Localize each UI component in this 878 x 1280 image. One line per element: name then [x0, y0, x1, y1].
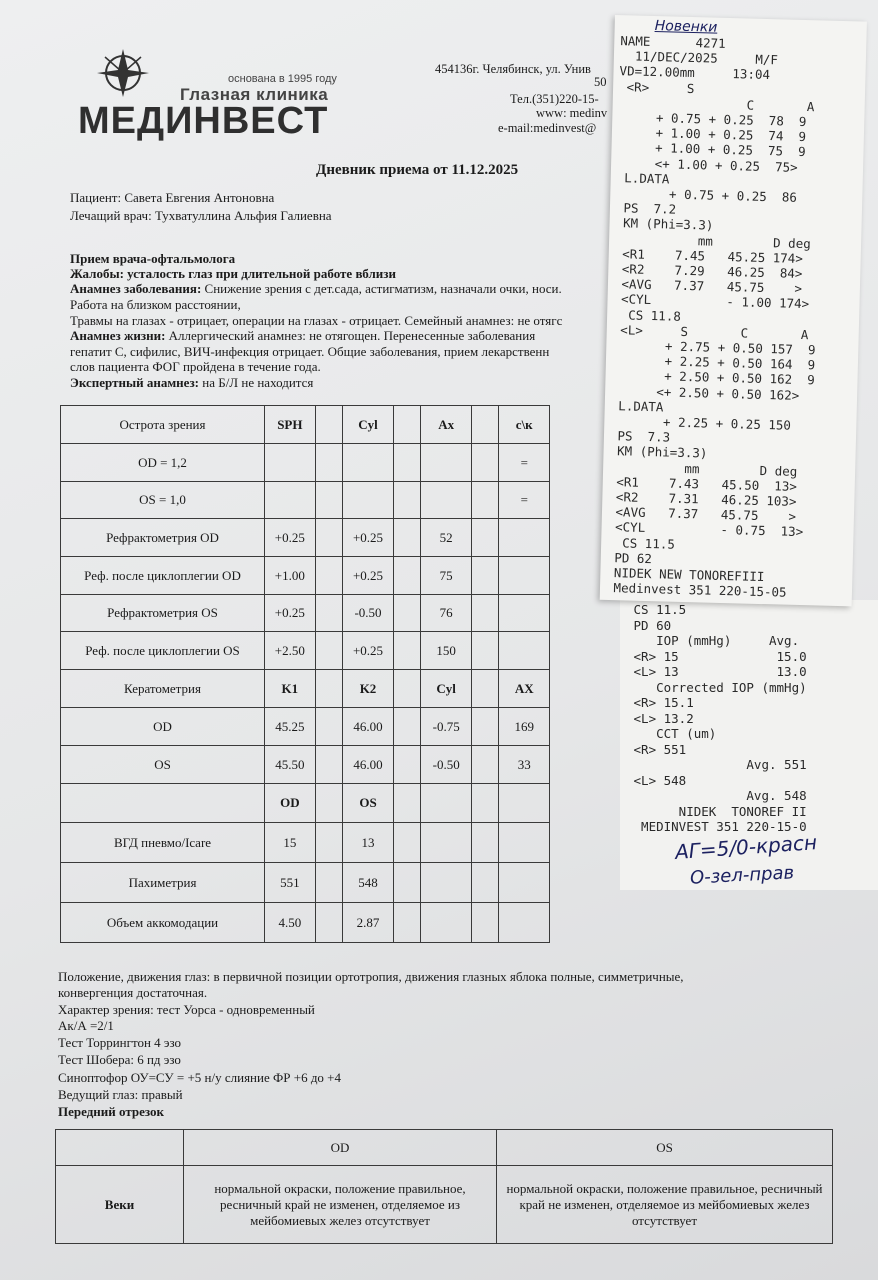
table-row — [61, 519, 550, 557]
torrington-test: Тест Торрингтон 4 эзо — [58, 1035, 182, 1050]
table-cell: 15 — [265, 823, 316, 863]
receipt-line: <R> 551 — [626, 741, 687, 757]
row-label — [61, 784, 265, 823]
table-cell — [265, 482, 316, 519]
table-row — [61, 903, 550, 943]
expert-history: Экспертный анамнез: на Б/Л не находится — [70, 375, 314, 390]
handwritten-note-2: О-зел-прав — [689, 862, 795, 889]
receipt-line: <L> 548 — [626, 772, 687, 788]
table-cell — [315, 444, 343, 482]
table-cell — [393, 632, 421, 670]
receipt-line: CCT (um) — [626, 726, 717, 741]
receipt-line: <L> 13.2 — [626, 710, 694, 726]
receipt-line: CS 11.8 — [612, 306, 682, 324]
table-cell — [315, 784, 343, 823]
receipt-line: L.DATA — [610, 397, 664, 415]
table-cell: 46.00 — [343, 708, 394, 746]
table-cell — [315, 406, 343, 444]
receipt-line: MEDINVEST 351 220-15-0 — [626, 819, 807, 834]
table-cell — [421, 863, 472, 903]
table-cell: 46.00 — [343, 746, 394, 784]
table-cell — [421, 482, 472, 519]
table-cell — [471, 823, 499, 863]
row-label: OD — [61, 708, 265, 746]
lower-od-text: нормальной окраски, положение правильное, ресничный край не изменен, отделяемое из мейбомиевых желез отсутствует — [184, 1166, 497, 1244]
table-cell: AX — [499, 670, 550, 708]
clinic-subtitle: Глазная клиника — [180, 85, 329, 104]
receipt-line: <CYL - 0.75 13> — [607, 519, 804, 540]
page-title: Дневник приема от 11.12.2025 — [316, 162, 519, 178]
handwritten-note-1: АГ=5/0-красн — [674, 830, 818, 864]
table-cell — [315, 557, 343, 595]
table-cell — [499, 903, 550, 943]
table-cell — [315, 708, 343, 746]
table-cell: +0.25 — [343, 519, 394, 557]
refractometer-receipt — [600, 15, 867, 606]
table-row — [61, 482, 550, 519]
table-cell — [471, 595, 499, 632]
life-history-cont: гепатит С, сифилис, ВИЧ-инфекция отрицает. Общие заболевания, прием лекарственн — [70, 344, 550, 359]
row-label: OS = 1,0 — [61, 482, 265, 519]
table-row — [61, 557, 550, 595]
table-cell: -0.75 — [421, 708, 472, 746]
receipt-line: KM (Phi=3.3) — [615, 215, 714, 234]
receipt-line: <R> 15 15.0 — [626, 648, 807, 664]
table-cell — [265, 444, 316, 482]
receipt-line: + 2.50 + 0.50 162 9 — [611, 367, 815, 388]
table-cell: K1 — [265, 670, 316, 708]
receipt-line: <R2 7.31 46.25 103> — [608, 488, 797, 509]
receipt-line: NAME 4271 — [620, 33, 726, 51]
table-cell: с\к — [499, 406, 550, 444]
table-cell — [471, 903, 499, 943]
receipt-line: + 2.75 + 0.50 157 9 — [612, 337, 816, 358]
table-cell — [393, 406, 421, 444]
row-label: Реф. после циклоплегии OD — [61, 557, 265, 595]
tonometer-receipt — [620, 600, 878, 890]
table-cell — [471, 406, 499, 444]
table-row — [61, 746, 550, 784]
table-cell — [421, 444, 472, 482]
table-cell — [343, 444, 394, 482]
table-cell: = — [499, 482, 550, 519]
receipt-line: + 0.75 + 0.25 86 — [616, 185, 798, 205]
clinic-phone: Тел.(351)220-15- — [510, 92, 599, 106]
table-cell: 52 — [421, 519, 472, 557]
table-cell: Cyl — [343, 406, 394, 444]
row-label: Пахиметрия — [61, 863, 265, 903]
table-cell — [315, 863, 343, 903]
table-cell — [421, 903, 472, 943]
lower-header-os: OS — [497, 1130, 833, 1166]
receipt-line: CS 11.5 — [626, 602, 687, 617]
table-row — [61, 670, 550, 708]
receipt-line: Avg. 548 — [626, 788, 807, 803]
table-cell: +0.25 — [265, 519, 316, 557]
table-cell — [393, 784, 421, 823]
table-cell — [471, 519, 499, 557]
table-cell — [471, 482, 499, 519]
table-cell — [471, 557, 499, 595]
receipt-line: + 2.25 + 0.25 150 — [610, 413, 792, 433]
table-cell — [393, 519, 421, 557]
table-cell — [315, 595, 343, 632]
table-cell — [471, 863, 499, 903]
row-label: Рефрактометрия OD — [61, 519, 265, 557]
life-history: Анамнез жизни: Аллергический анамнез: не отягощен. Перенесенные заболевания — [70, 328, 536, 343]
table-cell — [393, 708, 421, 746]
receipt-line: <+ 1.00 + 0.25 75> — [616, 154, 798, 175]
table-cell: 75 — [421, 557, 472, 595]
clinic-founded: основана в 1995 году — [228, 73, 337, 85]
table-cell: -0.50 — [421, 746, 472, 784]
table-cell — [315, 632, 343, 670]
clinic-address-number: 50 — [594, 75, 607, 89]
anterior-segment-table — [55, 1129, 833, 1244]
table-cell — [393, 557, 421, 595]
table-row — [61, 784, 550, 823]
receipt-line: <AVG 7.37 45.75 > — [607, 504, 797, 525]
anterior-segment-heading: Передний отрезок — [58, 1104, 165, 1119]
table-cell: Cyl — [421, 670, 472, 708]
table-cell: 76 — [421, 595, 472, 632]
table-cell: K2 — [343, 670, 394, 708]
table-cell: -0.50 — [343, 595, 394, 632]
table-cell — [499, 595, 550, 632]
receipt-line: + 1.00 + 0.25 74 9 — [617, 124, 807, 145]
table-cell: 45.50 — [265, 746, 316, 784]
doctor-name: Лечащий врач: Тухватуллина Альфия Галиевна — [70, 208, 332, 223]
clinic-name: МЕДИНВЕСТ — [78, 100, 329, 142]
table-cell — [315, 823, 343, 863]
row-label: OS — [61, 746, 265, 784]
table-cell — [315, 482, 343, 519]
lower-row-label: Веки — [56, 1166, 184, 1244]
receipt-line: L.DATA — [616, 169, 670, 187]
trauma-history: Травмы на глазах - отрицает, операции на глазах - отрицает. Семейный анамнез: не отягс — [70, 313, 563, 328]
table-cell: SPH — [265, 406, 316, 444]
vision-character: Характер зрения: тест Уорса - одновременный — [58, 1002, 315, 1017]
table-row — [61, 595, 550, 632]
complaints: Жалобы: усталость глаз при длительной работе вблизи — [70, 266, 396, 281]
table-cell — [471, 632, 499, 670]
row-label: Рефрактометрия OS — [61, 595, 265, 632]
table-cell — [393, 903, 421, 943]
table-cell: 169 — [499, 708, 550, 746]
table-row — [61, 406, 550, 444]
receipt-line: <AVG 7.37 45.75 > — [613, 276, 803, 297]
receipt-line: PS 7.3 — [609, 428, 671, 445]
receipt-line: + 0.75 + 0.25 78 9 — [618, 109, 807, 130]
table-cell — [393, 823, 421, 863]
table-cell: +2.50 — [265, 632, 316, 670]
receipt-line: <+ 2.50 + 0.50 162> — [610, 382, 800, 403]
lower-table-corner — [56, 1130, 184, 1166]
receipt-line: 11/DEC/2025 M/F — [619, 48, 779, 68]
table-cell: = — [499, 444, 550, 482]
table-cell: +0.25 — [265, 595, 316, 632]
table-cell — [315, 746, 343, 784]
receipt-line: VD=12.00mm 13:04 — [619, 63, 771, 83]
row-label: Кератометрия — [61, 670, 265, 708]
table-cell — [393, 444, 421, 482]
receipt-line: mm D deg — [614, 230, 811, 251]
table-cell — [393, 595, 421, 632]
table-row — [61, 444, 550, 482]
handwritten-name: Новенки — [654, 18, 718, 36]
table-row — [61, 863, 550, 903]
eye-position: Положение, движения глаз: в первичной позиции ортотропия, движения глазных яблока полные, симметричные, — [58, 969, 684, 984]
table-cell — [471, 784, 499, 823]
receipt-line: Avg. 551 — [626, 757, 807, 772]
table-cell — [471, 670, 499, 708]
receipt-line: <R1 7.45 45.25 174> — [614, 245, 804, 266]
receipt-line: CS 11.5 — [607, 534, 676, 552]
receipt-line: mm D deg — [608, 458, 798, 479]
receipt-line: <L> 13 13.0 — [626, 664, 807, 679]
table-row — [61, 632, 550, 670]
clinic-web: www: medinv — [536, 106, 608, 120]
receipt-line: <L> S C A — [612, 321, 809, 342]
receipt-line: KM (Phi=3.3) — [609, 443, 708, 461]
receipt-line: Corrected IOP (mmHg) — [626, 679, 807, 695]
table-cell — [343, 482, 394, 519]
table-cell — [393, 670, 421, 708]
row-label: OD = 1,2 — [61, 444, 265, 482]
table-cell: 2.87 — [343, 903, 394, 943]
section-heading: Прием врача-офтальмолога — [70, 251, 236, 266]
life-history-cont2: слов пациента ФОГ пройдена в течение года. — [70, 359, 321, 374]
table-cell — [499, 863, 550, 903]
table-cell: 548 — [343, 863, 394, 903]
synoptophore: Синоптофор ОУ=СУ = +5 н/у слияние ФР +6 до +4 — [58, 1070, 342, 1085]
receipt-line: <R1 7.43 45.50 13> — [608, 473, 798, 494]
table-cell — [499, 784, 550, 823]
table-cell — [393, 863, 421, 903]
table-cell — [499, 823, 550, 863]
receipt-line: PS 7.2 — [615, 200, 677, 217]
table-cell: OD — [265, 784, 316, 823]
table-cell: 45.25 — [265, 708, 316, 746]
table-cell: +1.00 — [265, 557, 316, 595]
table-cell — [315, 670, 343, 708]
clinic-address: 454136г. Челябинск, ул. Унив — [435, 62, 591, 76]
table-cell — [421, 784, 472, 823]
table-cell: 13 — [343, 823, 394, 863]
table-cell: 33 — [499, 746, 550, 784]
table-cell — [471, 444, 499, 482]
table-cell: 551 — [265, 863, 316, 903]
receipt-line: <R> S — [618, 78, 695, 96]
table-cell — [315, 519, 343, 557]
table-cell: +0.25 — [343, 557, 394, 595]
receipt-line: <CYL - 1.00 174> — [613, 291, 810, 312]
table-cell: 150 — [421, 632, 472, 670]
disease-history-cont: Работа на близком расстоянии, — [70, 297, 241, 312]
row-label: Объем аккомодации — [61, 903, 265, 943]
table-cell — [421, 823, 472, 863]
exam-table — [60, 405, 550, 943]
receipt-line: NIDEK NEW TONOREFIII — [606, 564, 765, 585]
receipt-line: <R2 7.29 46.25 84> — [614, 261, 803, 281]
table-cell — [393, 746, 421, 784]
row-label: Острота зрения — [61, 406, 265, 444]
receipt-line: C A — [618, 93, 815, 115]
table-row — [61, 708, 550, 746]
table-cell — [471, 746, 499, 784]
lower-header-od: OD — [184, 1130, 497, 1166]
table-cell: +0.25 — [343, 632, 394, 670]
row-label: ВГД пневмо/Icare — [61, 823, 265, 863]
receipt-line: PD 60 — [626, 617, 672, 633]
receipt-line: + 1.00 + 0.25 75 9 — [617, 139, 806, 160]
table-row — [61, 823, 550, 863]
schober-test: Тест Шобера: 6 пд эзо — [58, 1052, 181, 1067]
aca-ratio: Ак/А =2/1 — [58, 1018, 114, 1033]
receipt-line: IOP (mmHg) Avg. — [626, 633, 800, 648]
row-label: Реф. после циклоплегии OS — [61, 632, 265, 670]
receipt-line: Medinvest 351 220-15-05 — [605, 580, 787, 600]
clinic-email: e-mail:medinvest@ — [498, 121, 597, 135]
table-cell — [499, 557, 550, 595]
table-cell: OS — [343, 784, 394, 823]
receipt-line: NIDEK TONOREF II — [626, 803, 807, 819]
table-cell — [499, 519, 550, 557]
patient-name: Пациент: Савета Евгения Антоновна — [70, 190, 275, 205]
receipt-line: + 2.25 + 0.50 164 9 — [611, 352, 816, 373]
eye-position-cont: конвергенция достаточная. — [58, 985, 208, 1000]
disease-history: Анамнез заболевания: Снижение зрения с дет.сада, астигматизм, назначали очки, носи. — [70, 281, 562, 296]
lower-os-text: нормальной окраски, положение правильное, ресничный край не изменен, отделяемое из мейбомиевых желез отсутствует — [497, 1166, 833, 1244]
receipt-line: PD 62 — [606, 549, 653, 566]
table-cell: 4.50 — [265, 903, 316, 943]
receipt-line: <R> 15.1 — [626, 695, 694, 710]
table-cell: Ax — [421, 406, 472, 444]
table-cell — [471, 708, 499, 746]
table-cell — [499, 632, 550, 670]
table-cell — [315, 903, 343, 943]
leading-eye: Ведущий глаз: правый — [58, 1087, 183, 1102]
table-cell — [393, 482, 421, 519]
clinic-logo-icon — [85, 43, 165, 98]
